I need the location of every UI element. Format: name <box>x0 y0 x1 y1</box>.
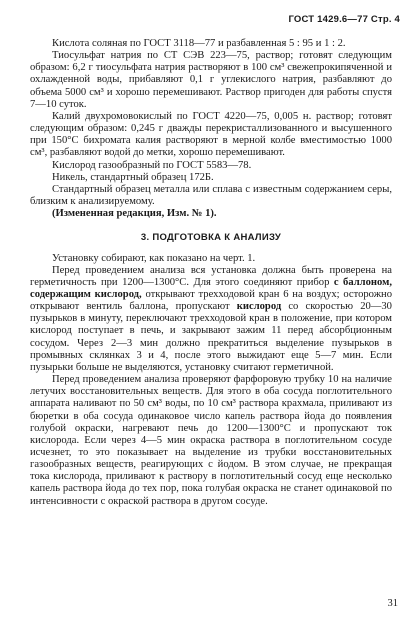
paragraph-nickel: Никель, стандартный образец 172Б. <box>52 171 214 183</box>
leak-test-bold-oxygen: кислород <box>236 301 282 313</box>
paragraph-sodium-thiosulfate: Тиосульфат натрия по СТ СЭВ 223—75, раствор; готовят следующим образом: 6,2 г тиосульфата натрия растворяют в 100 см³ свежепрокипяченной и охлажденной воды, прибавляют 0,1 г углекислого натрия, разбавляют до объема 5000 см³ и хорошо перемешивают. Раствор пригоден для работы спустя 7—10 суток. <box>30 50 392 110</box>
document-body <box>30 38 392 508</box>
paragraph-potassium-dichromate: Калий двухромовокислый по ГОСТ 4220—75, 0,005 н. раствор; готовят следующим образом: 0,245 г дважды перекристаллизованного и высушенного при 150°С бихромата калия растворяют в мерной колбе вместимостью 1000 см³, разбавляют водой до метки, хорошо перемешивают. <box>30 110 392 159</box>
paragraph-standard-sample: Стандартный образец металла или сплава с известным содержанием серы, близким к анализируемому. <box>30 183 392 208</box>
leak-test-text-a: Перед проведением анализа вся установка должна быть проверена на герметичность при 1200—1300°С. Для этого соединяют прибор <box>30 264 392 288</box>
leak-test-text-c: со скоростью 20—30 пузырьков в минуту, переключают трехходовой кран в положение, при котором кислород поступает в печь, и закрывают зажим 11 перед абсорбционным сосудом. Через 2—3 мин должно прекратиться выделение пузырьков в промывных склянках 3 и 4, после этого выжидают еще 5—7 мин. Если пузырьки больше не выделяются, установку считают герметичной. <box>30 301 392 373</box>
amendment-note: (Измененная редакция, Изм. № 1). <box>52 208 217 220</box>
leak-test-bold-oxygen-cylinder: с баллоном, содержащим кислород, <box>30 276 392 300</box>
paragraph-leak-test <box>30 265 392 374</box>
paragraph-hydrochloric-acid: Кислота соляная по ГОСТ 3118—77 и разбавленная 5 : 95 и 1 : 2. <box>52 38 346 49</box>
page-number: 31 <box>387 598 398 609</box>
paragraph-oxygen: Кислород газообразный по ГОСТ 5583—78. <box>52 159 252 171</box>
leak-test-text-b: открывают трехходовой кран 6 на воздух; осторожно открывают вентиль баллона, пропускают <box>30 288 392 313</box>
section-title: 3. ПОДГОТОВКА К АНАЛИЗУ <box>140 232 282 244</box>
paragraph-assembly: Установку собирают, как показано на черт. 1. <box>52 252 256 264</box>
paragraph-tube-check: Перед проведением анализа проверяют фарфоровую трубку 10 на наличие летучих восстановительных веществ. Для этого в оба сосуда поглотительного аппарата наливают по 50 см³ воды, по 10 см³ раствора крахмала, приливают из бюретки в оба сосуда одинаковое число капель раствора йода до появления голубой окраски, нагревают печь до 1200—1300°С и пропускают ток кислорода. Если через 4—5 мин окраска раствора в поглотительном сосуде исчезнет, то это показывает на выделение из трубки восстановительных газообразных веществ, реагирующих с йодом. В этом случае, не прекращая тока кислорода, приливают к раствору в поглотительный сосуд еще несколько капель раствора йода до тех пор, пока голубая окраска не станет одинаковой по интенсивности с окраской раствора в другом сосуде. <box>30 374 392 507</box>
page-header: ГОСТ 1429.6—77 Стр. 4 <box>288 14 400 25</box>
